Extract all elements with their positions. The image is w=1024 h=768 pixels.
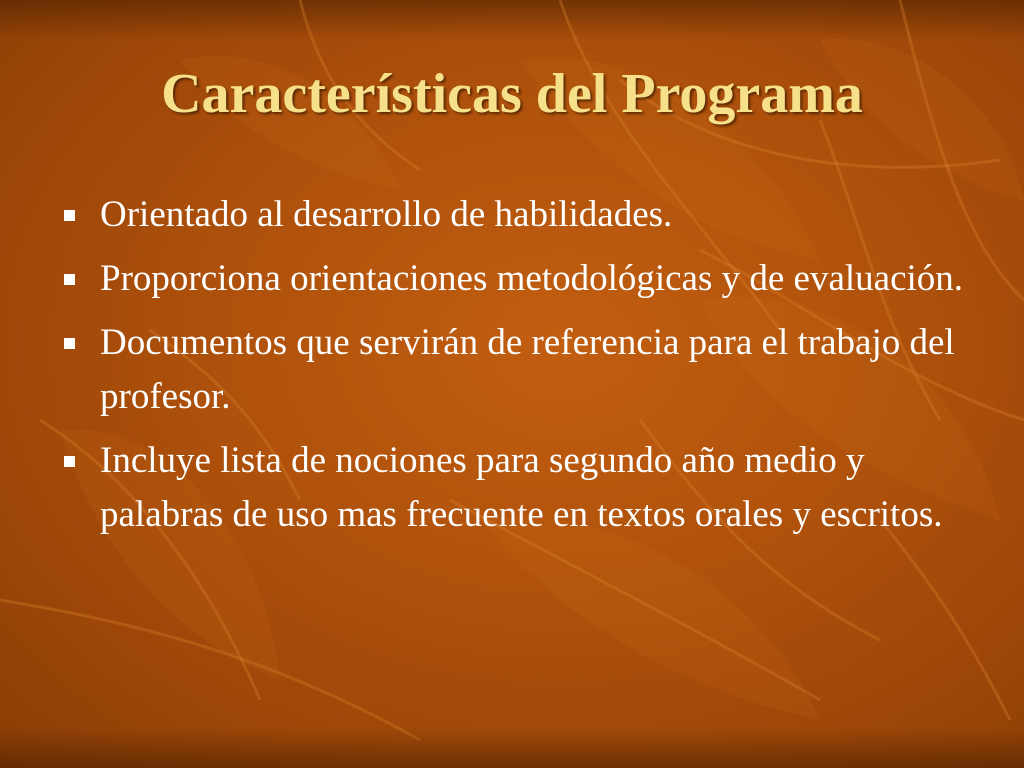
bullet-item <box>62 252 972 306</box>
bullet-text: Incluye lista de nociones para segundo año medio y palabras de uso mas frecuente en textos orales y escritos. <box>100 440 943 535</box>
slide-title: Características del Programa <box>161 63 863 125</box>
bullet-list <box>62 188 972 552</box>
square-bullet-icon <box>64 274 75 285</box>
square-bullet-icon <box>64 456 75 467</box>
bullet-text: Documentos que servirán de referencia para el trabajo del profesor. <box>100 322 955 417</box>
square-bullet-icon <box>64 210 75 221</box>
bullet-text: Proporciona orientaciones metodológicas y de evaluación. <box>100 258 964 299</box>
bullet-item <box>62 316 972 424</box>
square-bullet-icon <box>64 338 75 349</box>
bullet-item <box>62 188 972 242</box>
bullet-item <box>62 434 972 542</box>
bullet-text: Orientado al desarrollo de habilidades. <box>100 194 673 235</box>
